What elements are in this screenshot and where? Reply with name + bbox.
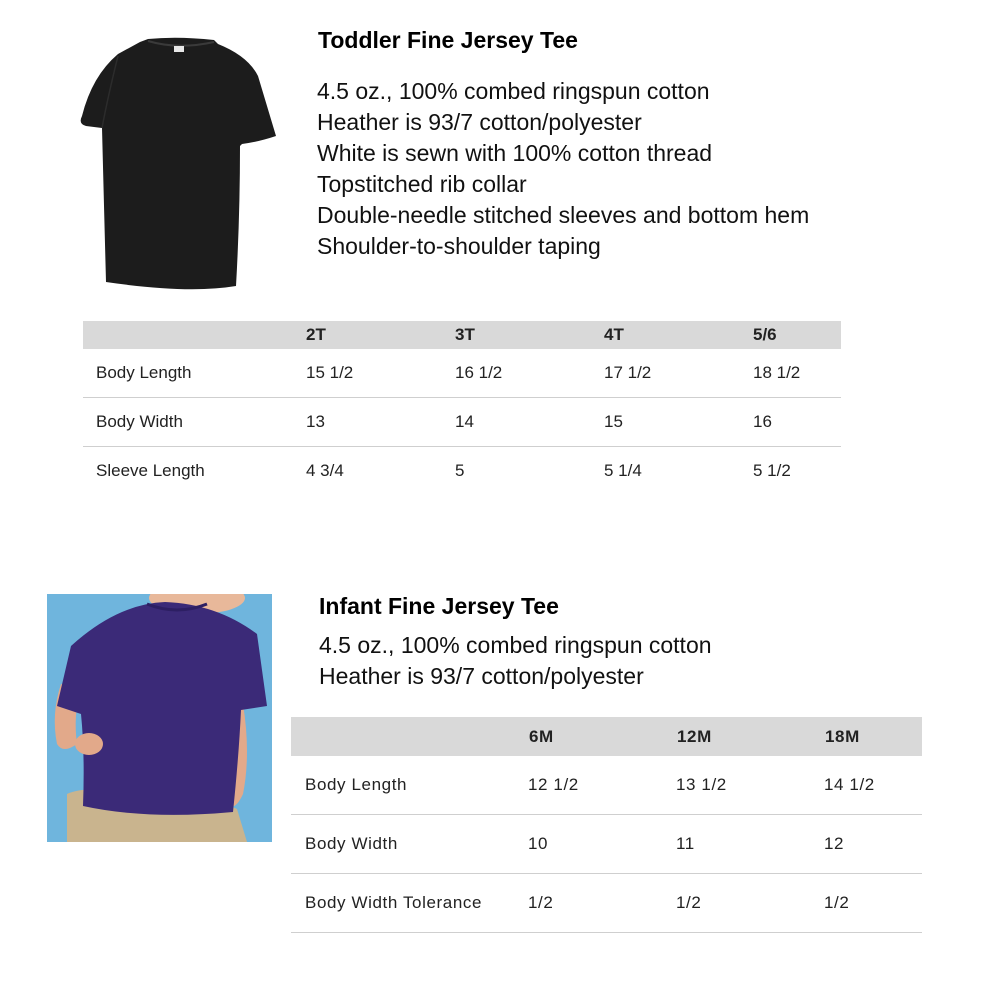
row-label: Body Width — [291, 815, 528, 874]
table-row — [291, 756, 922, 815]
header-cell: 5/6 — [753, 321, 841, 349]
row-label: Body Length — [83, 349, 306, 398]
table-header-row — [291, 717, 922, 756]
table-cell: 1/2 — [528, 874, 676, 933]
feature-line: White is sewn with 100% cotton thread — [317, 140, 713, 166]
feature-line: Shoulder-to-shoulder taping — [317, 233, 601, 259]
header-cell — [83, 321, 306, 349]
header-cell: 12M — [676, 717, 824, 756]
table-cell: 12 — [824, 815, 922, 874]
feature-line: 4.5 oz., 100% combed ringspun cotton — [319, 632, 712, 658]
row-label: Body Length — [291, 756, 528, 815]
table-cell: 17 1/2 — [604, 349, 753, 398]
table-row — [83, 447, 841, 496]
table-cell: 12 1/2 — [528, 756, 676, 815]
feature-line: Double-needle stitched sleeves and bottom hem — [317, 202, 810, 228]
infant-title: Infant Fine Jersey Tee — [319, 593, 559, 619]
row-label: Sleeve Length — [96, 461, 205, 480]
feature-line: 4.5 oz., 100% combed ringspun cotton — [317, 78, 710, 104]
toddler-size-table — [83, 321, 841, 495]
header-cell: 3T — [455, 321, 604, 349]
row-label: Body Width — [83, 398, 306, 447]
table-cell: 16 — [753, 398, 841, 447]
table-cell: 5 — [455, 461, 465, 480]
infant-illustration — [47, 594, 272, 842]
table-cell: 4 3/4 — [306, 461, 344, 480]
infant-features — [319, 630, 712, 692]
table-header-row — [83, 321, 841, 349]
toddler-title: Toddler Fine Jersey Tee — [318, 27, 578, 53]
table-cell: 14 — [455, 398, 604, 447]
header-cell: 2T — [306, 321, 455, 349]
table-cell: 11 — [676, 815, 824, 874]
table-cell: 1/2 — [824, 874, 922, 933]
table-row — [83, 398, 841, 447]
feature-line: Heather is 93/7 cotton/polyester — [319, 663, 644, 689]
header-cell: 6M — [528, 717, 676, 756]
toddler-features — [317, 76, 809, 262]
table-cell: 16 1/2 — [455, 349, 604, 398]
table-cell: 15 — [604, 398, 753, 447]
feature-line: Heather is 93/7 cotton/polyester — [317, 109, 642, 135]
row-label: Body Width Tolerance — [291, 874, 528, 933]
table-row — [291, 874, 922, 933]
infant-size-table — [291, 717, 922, 933]
header-cell — [291, 717, 528, 756]
table-cell: 5 1/4 — [604, 461, 642, 480]
table-cell: 14 1/2 — [824, 756, 922, 815]
toddler-tee-image — [78, 36, 282, 294]
table-cell: 18 1/2 — [753, 349, 841, 398]
infant-tee-photo — [47, 594, 272, 842]
table-cell: 10 — [528, 815, 676, 874]
table-row — [291, 815, 922, 874]
table-cell: 1/2 — [676, 874, 824, 933]
header-cell: 18M — [824, 717, 922, 756]
table-row — [83, 349, 841, 398]
table-cell: 5 1/2 — [753, 461, 791, 480]
header-cell: 4T — [604, 321, 753, 349]
table-cell: 13 1/2 — [676, 756, 824, 815]
table-cell: 13 — [306, 398, 455, 447]
feature-line: Topstitched rib collar — [317, 171, 527, 197]
table-cell: 15 1/2 — [306, 349, 455, 398]
